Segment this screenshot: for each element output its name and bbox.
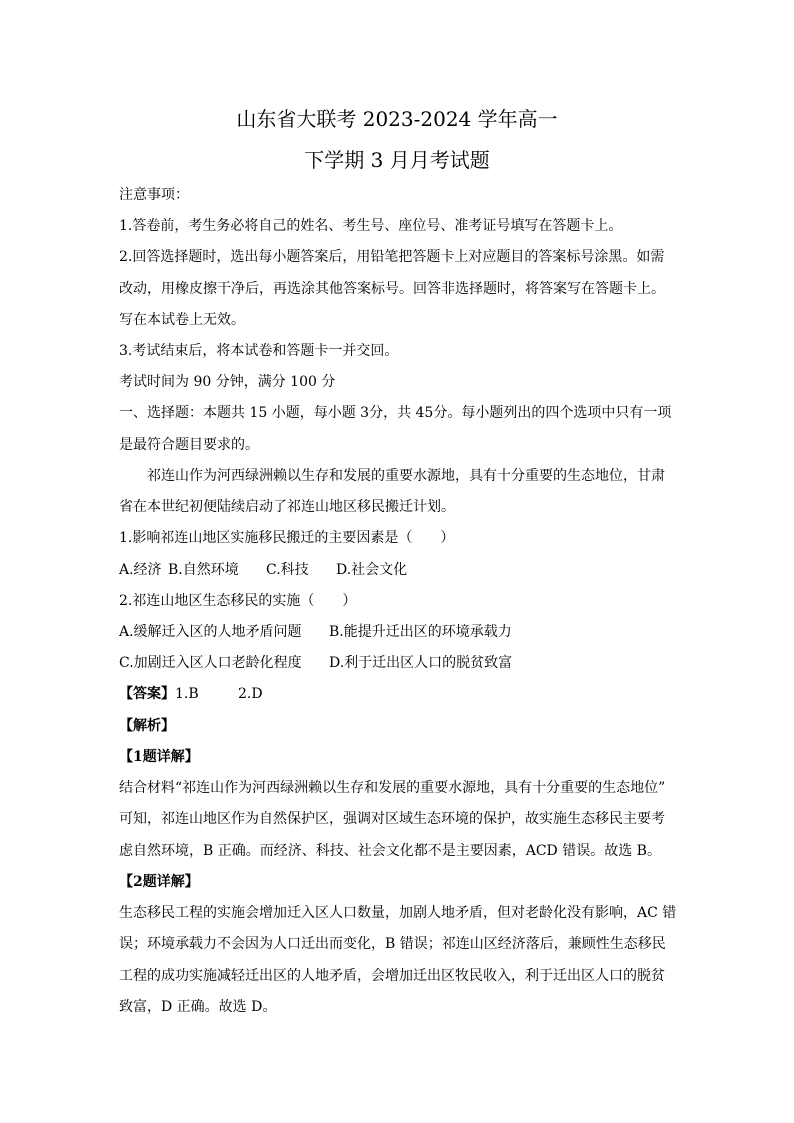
q1-option-a: A.经济 — [119, 562, 162, 578]
question-2-stem: 2.祁连山地区生态移民的实施（ ） — [119, 593, 357, 609]
detail-1-line3: 虑自然环境，B 正确。而经济、科技、社会文化都不是主要因素，ACD 错误。故选 B。 — [119, 843, 661, 859]
detail-2-line1: 生态移民工程的实施会增加迁入区人口数量，加剧人地矛盾，但对老龄化没有影响，AC 错 — [119, 905, 677, 921]
section-heading-line2: 是最符合题目要求的。 — [119, 437, 259, 453]
q1-option-b: B.自然环境 — [168, 562, 239, 578]
notes-heading: 注意事项： — [119, 187, 189, 203]
q2-option-d: D.利于迁出区人口的脱贫致富 — [329, 655, 513, 671]
note-item-3: 3.考试结束后，将本试卷和答题卡一并交回。 — [119, 343, 399, 359]
exam-title-line1: 山东省大联考 2023-2024 学年高一 — [236, 107, 558, 131]
material-line2: 省在本世纪初便陆续启动了祁连山地区移民搬迁计划。 — [119, 499, 455, 515]
q1-option-c: C.科技 — [266, 562, 309, 578]
q2-option-b: B.能提升迁出区的环境承载力 — [329, 624, 512, 640]
answer-1: 1.B — [175, 686, 199, 702]
material-line1: 祁连山作为河西绿洲赖以生存和发展的重要水源地，具有十分重要的生态地位，甘肃 — [147, 468, 665, 484]
detail-2-label: 【2题详解】 — [119, 874, 199, 890]
question-1-stem: 1.影响祁连山地区实施移民搬迁的主要因素是（ ） — [119, 530, 455, 546]
answer-label: 【答案】 — [119, 686, 175, 702]
question-2-options-row2 — [119, 653, 512, 673]
note-item-2-line1: 2.回答选择题时，选出每小题答案后，用铅笔把答题卡上对应题目的答案标号涂黑。如需 — [119, 249, 665, 265]
detail-2-line4: 致富，D 正确。故选 D。 — [119, 999, 277, 1015]
detail-2-line2: 误；环境承载力不会因为人口迁出而变化，B 错误；祁连山区经济落后，兼顾性生态移民 — [119, 936, 666, 952]
note-item-2-line2: 改动，用橡皮擦干净后，再选涂其他答案标号。回答非选择题时，将答案写在答题卡上。 — [119, 281, 665, 297]
note-item-2-line3: 写在本试卷上无效。 — [119, 312, 245, 328]
q1-option-d: D.社会文化 — [336, 562, 408, 578]
exam-time: 考试时间为 90 分钟，满分 100 分 — [119, 374, 336, 390]
question-1-options — [119, 560, 407, 580]
note-item-1: 1.答卷前，考生务必将自己的姓名、考生号、座位号、准考证号填写在答题卡上。 — [119, 218, 623, 234]
detail-2-line3: 工程的成功实施减轻迁出区的人地矛盾，会增加迁出区牧民收入，利于迁出区人口的脱贫 — [119, 968, 665, 984]
exam-title-line2: 下学期 3 月月考试题 — [304, 148, 490, 172]
answer-2: 2.D — [238, 686, 263, 702]
section-heading-line1: 一、选择题：本题共 15 小题，每小题 3分，共 45分。每小题列出的四个选项中只有一项 — [119, 405, 672, 421]
detail-1-line1: 结合材料“祁连山作为河西绿洲赖以生存和发展的重要水源地，具有十分重要的生态地位” — [119, 780, 666, 796]
analysis-label: 【解析】 — [119, 718, 175, 734]
detail-1-label: 【1题详解】 — [119, 749, 199, 765]
q2-option-a: A.缓解迁入区的人地矛盾问题 — [119, 624, 302, 640]
question-2-options-row1 — [119, 622, 512, 642]
answer-line — [119, 684, 263, 704]
q2-option-c: C.加剧迁入区人口老龄化程度 — [119, 655, 302, 671]
detail-1-line2: 可知，祁连山地区作为自然保护区，强调对区域生态环境的保护，故实施生态移民主要考 — [119, 811, 665, 827]
